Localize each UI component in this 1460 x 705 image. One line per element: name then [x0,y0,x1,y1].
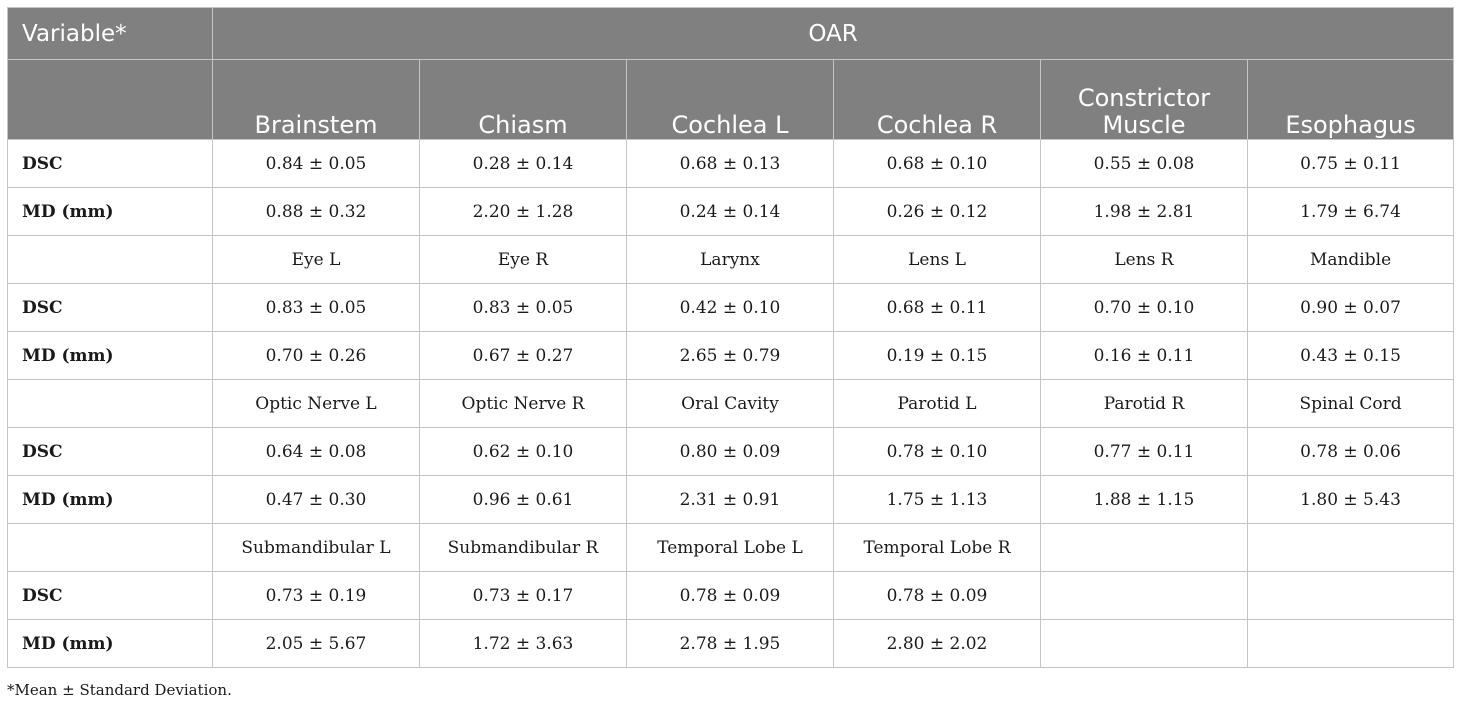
organ-name-cell: Larynx [627,236,834,284]
metric-value-cell: 1.75 ± 1.13 [834,476,1041,524]
metric-value-cell: 0.68 ± 0.11 [834,284,1041,332]
organ-name-cell: Submandibular L [213,524,420,572]
empty-label-cell [8,236,213,284]
metric-value-cell: 2.80 ± 2.02 [834,620,1041,668]
metric-value-cell: 0.78 ± 0.06 [1248,428,1454,476]
metric-value-cell: 0.68 ± 0.10 [834,140,1041,188]
metric-value-cell: 0.28 ± 0.14 [420,140,627,188]
organ-name-cell: Spinal Cord [1248,380,1454,428]
organ-name-cell: Lens L [834,236,1041,284]
metric-row [8,428,1454,476]
organ-names-row [8,236,1454,284]
metric-label: MD (mm) [8,620,213,668]
metric-row [8,188,1454,236]
metric-row [8,284,1454,332]
organ-header: Esophagus [1248,60,1454,140]
metric-value-cell: 0.70 ± 0.10 [1041,284,1248,332]
metric-value-cell: 0.64 ± 0.08 [213,428,420,476]
empty-label-cell [8,524,213,572]
organ-name-cell: Eye R [420,236,627,284]
metric-row [8,620,1454,668]
organ-name-cell: Temporal Lobe L [627,524,834,572]
metric-value-cell: 0.84 ± 0.05 [213,140,420,188]
metric-value-cell: 0.47 ± 0.30 [213,476,420,524]
metric-value-cell: 1.80 ± 5.43 [1248,476,1454,524]
metric-label: DSC [8,572,213,620]
metric-value-cell: 0.67 ± 0.27 [420,332,627,380]
organ-header: Cochlea L [627,60,834,140]
metric-value-cell: 1.72 ± 3.63 [420,620,627,668]
organ-name-cell [1248,524,1454,572]
metric-row [8,332,1454,380]
organ-name-cell: Parotid R [1041,380,1248,428]
metric-value-cell: 0.26 ± 0.12 [834,188,1041,236]
organ-names-row [8,524,1454,572]
metric-value-cell: 0.88 ± 0.32 [213,188,420,236]
metric-value-cell: 0.68 ± 0.13 [627,140,834,188]
metric-value-cell: 0.90 ± 0.07 [1248,284,1454,332]
organ-name-cell: Lens R [1041,236,1248,284]
metric-label: DSC [8,140,213,188]
metric-value-cell: 0.75 ± 0.11 [1248,140,1454,188]
metric-value-cell: 0.62 ± 0.10 [420,428,627,476]
header-empty-cell [8,60,213,140]
organ-name-cell: Mandible [1248,236,1454,284]
organ-name-cell: Optic Nerve L [213,380,420,428]
organ-name-cell: Eye L [213,236,420,284]
metric-value-cell: 2.31 ± 0.91 [627,476,834,524]
metric-value-cell: 0.70 ± 0.26 [213,332,420,380]
oar-results-table [7,7,1454,668]
metric-value-cell: 0.96 ± 0.61 [420,476,627,524]
metric-value-cell: 0.73 ± 0.17 [420,572,627,620]
metric-label: MD (mm) [8,332,213,380]
oar-group-header: OAR [213,8,1454,60]
organ-header: Constrictor Muscle [1041,60,1248,140]
metric-value-cell [1248,620,1454,668]
metric-label: DSC [8,428,213,476]
metric-label: DSC [8,284,213,332]
metric-label: MD (mm) [8,188,213,236]
metric-row [8,140,1454,188]
organ-header: Chiasm [420,60,627,140]
metric-value-cell: 0.80 ± 0.09 [627,428,834,476]
metric-row [8,476,1454,524]
metric-row [8,572,1454,620]
metric-value-cell [1041,620,1248,668]
metric-label: MD (mm) [8,476,213,524]
metric-value-cell: 0.78 ± 0.09 [834,572,1041,620]
metric-value-cell: 2.78 ± 1.95 [627,620,834,668]
metric-value-cell: 0.78 ± 0.09 [627,572,834,620]
metric-value-cell: 0.73 ± 0.19 [213,572,420,620]
organ-names-row [8,380,1454,428]
metric-value-cell: 0.19 ± 0.15 [834,332,1041,380]
organ-name-cell: Oral Cavity [627,380,834,428]
metric-value-cell: 0.78 ± 0.10 [834,428,1041,476]
organ-name-cell: Parotid L [834,380,1041,428]
organ-header: Cochlea R [834,60,1041,140]
metric-value-cell: 2.65 ± 0.79 [627,332,834,380]
metric-value-cell: 2.20 ± 1.28 [420,188,627,236]
metric-value-cell: 0.16 ± 0.11 [1041,332,1248,380]
organ-name-cell: Submandibular R [420,524,627,572]
metric-value-cell: 0.77 ± 0.11 [1041,428,1248,476]
metric-value-cell: 1.79 ± 6.74 [1248,188,1454,236]
organ-name-cell [1041,524,1248,572]
table-footnote: *Mean ± Standard Deviation. [7,681,232,699]
metric-value-cell: 0.43 ± 0.15 [1248,332,1454,380]
metric-value-cell: 0.42 ± 0.10 [627,284,834,332]
metric-value-cell: 0.83 ± 0.05 [420,284,627,332]
metric-value-cell: 0.83 ± 0.05 [213,284,420,332]
metric-value-cell: 1.88 ± 1.15 [1041,476,1248,524]
metric-value-cell: 0.55 ± 0.08 [1041,140,1248,188]
metric-value-cell [1041,572,1248,620]
organ-name-cell: Optic Nerve R [420,380,627,428]
metric-value-cell: 0.24 ± 0.14 [627,188,834,236]
metric-value-cell: 1.98 ± 2.81 [1041,188,1248,236]
empty-label-cell [8,380,213,428]
organ-header: Brainstem [213,60,420,140]
organ-name-cell: Temporal Lobe R [834,524,1041,572]
metric-value-cell [1248,572,1454,620]
variable-header: Variable* [8,8,213,60]
metric-value-cell: 2.05 ± 5.67 [213,620,420,668]
